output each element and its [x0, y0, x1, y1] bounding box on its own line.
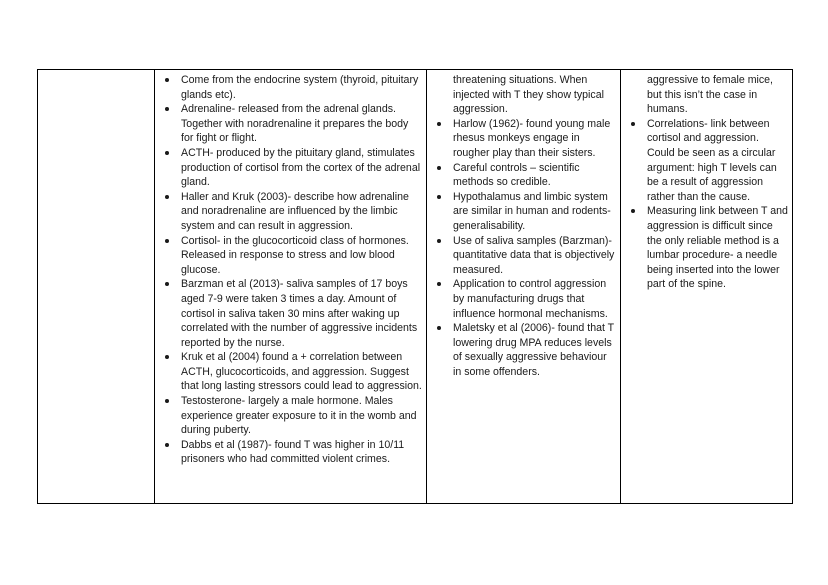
bullet-text: Dabbs et al (1987)- found T was higher in 10/11 prisoners who had committed violent crimes. — [181, 438, 405, 466]
bullet-text: Use of saliva samples (Barzman)- quantitative data that is objectively measured. — [453, 234, 615, 276]
column-description — [155, 70, 427, 504]
bullet-text: Testosterone- largely a male hormone. Males experience greater exposure to it in the womb and during puberty. — [181, 395, 417, 437]
bullet-item — [159, 350, 422, 394]
table-row — [38, 70, 793, 504]
description-list — [159, 73, 422, 467]
evaluation-list-b — [625, 73, 788, 292]
bullet-icon — [165, 151, 169, 155]
bullet-icon — [437, 166, 441, 170]
bullet-text: Cortisol- in the glucocorticoid class of hormones. Released in response to stress and low blood glucose. — [181, 234, 409, 276]
bullet-icon — [437, 195, 441, 199]
bullet-icon — [165, 399, 169, 403]
bullet-text: aggressive to female mice, but this isn’t the case in humans. — [647, 74, 774, 116]
bullet-icon — [437, 239, 441, 243]
bullet-item — [159, 394, 422, 438]
bullet-text: Correlations- link between cortisol and aggression. Could be seen as a circular argument: high T levels can be a result of aggression rather than the cause. — [647, 117, 777, 203]
bullet-item — [625, 117, 788, 205]
bullet-text: Haller and Kruk (2003)- describe how adrenaline and noradrenaline are influenced by the limbic system and can result in aggression. — [181, 190, 409, 232]
bullet-text: Adrenaline- released from the adrenal glands. Together with noradrenaline it prepares the body for fight or flight. — [181, 103, 409, 145]
bullet-item — [159, 102, 422, 146]
bullet-text: Measuring link between T and aggression is difficult since the only reliable method is a lumbar procedure- a needle being inserted into the lower part of the spine. — [647, 205, 788, 291]
bullet-icon — [165, 78, 169, 82]
bullet-icon — [165, 195, 169, 199]
bullet-item — [431, 321, 616, 379]
column-evaluation-a — [427, 70, 621, 504]
bullet-text: Careful controls – scientific methods so credible. — [453, 161, 580, 189]
bullet-item — [159, 146, 422, 190]
bullet-text: Maletsky et al (2006)- found that T lowering drug MPA reduces levels of sexually aggressive behaviour in some offenders. — [453, 322, 614, 378]
bullet-icon — [165, 282, 169, 286]
bullet-item — [431, 117, 616, 161]
column-evaluation-b — [621, 70, 793, 504]
column-topic — [38, 70, 155, 504]
bullet-text: threatening situations. When injected with T they show typical aggression. — [453, 74, 604, 116]
evaluation-list-a — [431, 73, 616, 379]
bullet-text: Application to control aggression by manufacturing drugs that influence hormonal mechanisms. — [453, 278, 608, 320]
bullet-text: ACTH- produced by the pituitary gland, stimulates production of cortisol from the cortex of the adrenal gland. — [181, 146, 421, 189]
bullet-icon — [437, 326, 441, 330]
bullet-item — [625, 204, 788, 292]
bullet-text: Kruk et al (2004) found a + correlation between ACTH, glucocorticoids, and aggression. Suggest that long lasting stressors could lead to aggression. — [181, 351, 422, 393]
bullet-text: Hypothalamus and limbic system are similar in human and rodents- generalisability. — [453, 190, 611, 232]
bullet-text: Barzman et al (2013)- saliva samples of 17 boys aged 7-9 were taken 3 times a day. Amount of cortisol in saliva taken 30 mins after waking up correlated with the number of aggressive incidents reported by the nurse. — [181, 278, 418, 349]
bullet-icon — [437, 282, 441, 286]
bullet-item — [159, 277, 422, 350]
bullet-item — [431, 234, 616, 278]
bullet-icon — [165, 443, 169, 447]
bullet-text: Come from the endocrine system (thyroid, pituitary glands etc). — [181, 74, 419, 101]
bullet-item — [431, 277, 616, 321]
bullet-item — [431, 161, 616, 190]
bullet-icon — [165, 107, 169, 111]
bullet-item — [431, 190, 616, 234]
bullet-icon — [437, 122, 441, 126]
bullet-icon — [165, 355, 169, 359]
bullet-item — [159, 234, 422, 278]
bullet-item — [159, 438, 422, 467]
continued-text — [625, 73, 788, 117]
bullet-icon — [631, 122, 635, 126]
continued-text — [431, 73, 616, 117]
bullet-item — [159, 190, 422, 234]
bullet-icon — [631, 209, 635, 213]
bullet-icon — [165, 239, 169, 243]
bullet-text: Harlow (1962)- found young male rhesus monkeys engage in rougher play than their sisters. — [453, 117, 611, 159]
notes-table — [37, 69, 793, 504]
bullet-item — [159, 73, 422, 102]
